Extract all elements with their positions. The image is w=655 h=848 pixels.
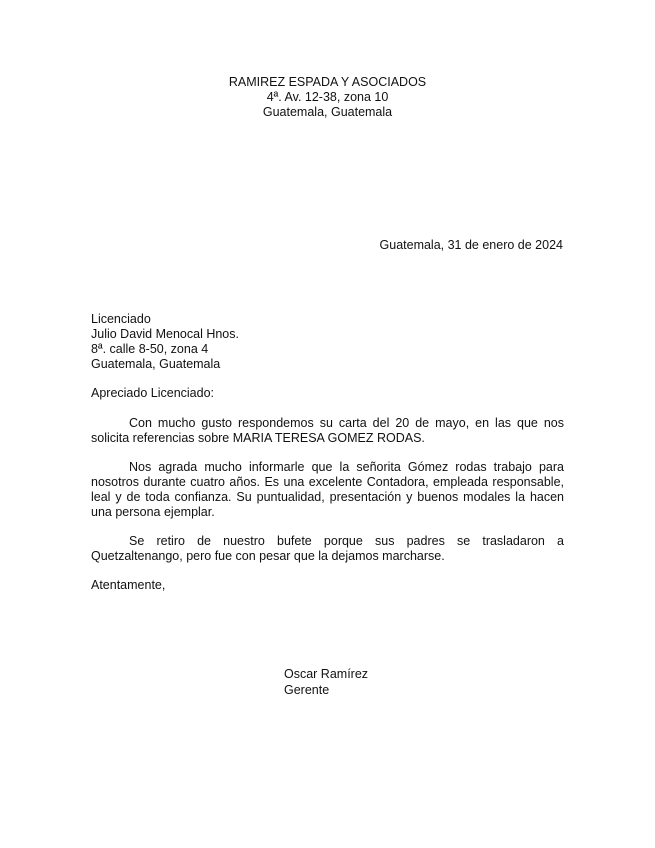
signer-role: Gerente [284,683,330,697]
recipient-city: Guatemala, Guatemala [91,357,221,371]
recipient-block [91,312,239,372]
recipient-title: Licenciado [91,312,151,326]
salutation: Apreciado Licenciado: [91,386,214,400]
company-city: Guatemala, Guatemala [262,105,393,119]
company-name: RAMIREZ ESPADA Y ASOCIADOS [228,75,427,89]
body-paragraph-1: Con mucho gusto respondemos su carta del 20 de mayo, en las que nos solicita referencias sobre MARIA TERESA GOMEZ RODAS. [91,416,564,445]
recipient-address: 8ª. calle 8-50, zona 4 [91,342,209,356]
company-address: 4ª. Av. 12-38, zona 10 [266,90,389,104]
closing: Atentamente, [91,578,166,592]
signature-block [284,666,368,698]
recipient-name: Julio David Menocal Hnos. [91,327,239,341]
signer-name: Oscar Ramírez [284,667,369,681]
body-paragraph-3: Se retiro de nuestro bufete porque sus padres se trasladaron a Quetzaltenango, pero fue con pesar que la dejamos marcharse. [91,534,564,563]
letterhead [0,75,655,120]
body-paragraph-2: Nos agrada mucho informarle que la señorita Gómez rodas trabajo para nosotros durante cuatro años. Es una excelente Contadora, empleada responsable, leal y de toda confianza. Su puntualidad, presentación y buenos modales la hacen una persona ejemplar. [91,460,564,519]
letter-date: Guatemala, 31 de enero de 2024 [379,238,563,252]
